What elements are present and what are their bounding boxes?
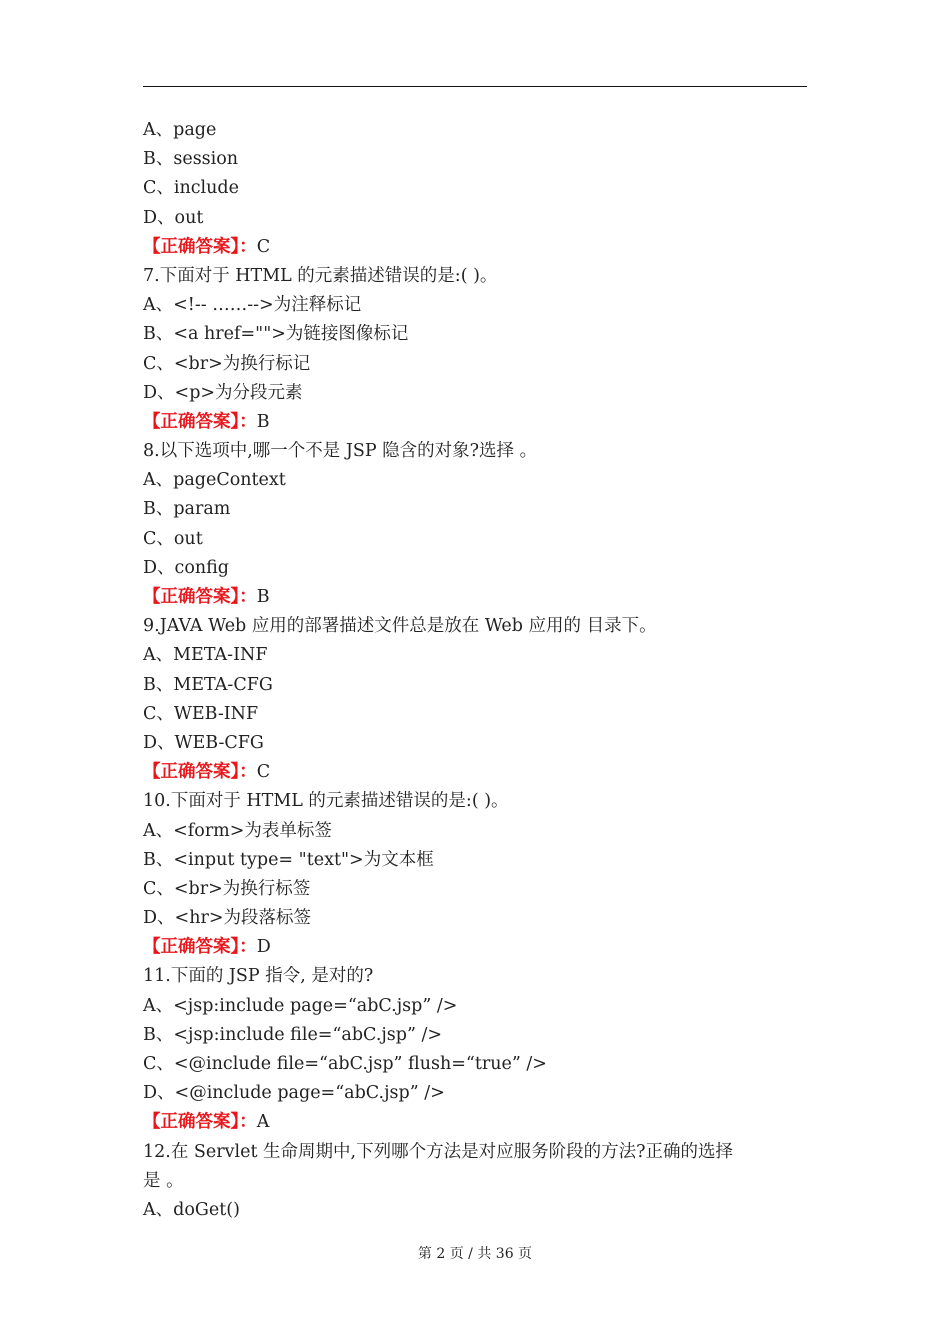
- correct-answer-value: B: [256, 587, 270, 607]
- correct-answer-value: C: [256, 762, 271, 783]
- correct-answer-label: 【正确答案】：: [143, 937, 257, 958]
- option-text: C、<@include file=“abC.jsp” flush=“true” />: [143, 1054, 547, 1074]
- question-text: 11.下面的 JSP 指令, 是对的?: [143, 966, 374, 987]
- question-text: 7.下面对于 HTML 的元素描述错误的是:( )。: [143, 265, 498, 286]
- correct-answer-label: 【正确答案】：: [143, 587, 257, 607]
- question-text: 8.以下选项中,哪一个不是 JSP 隐含的对象?选择 。: [143, 441, 538, 462]
- option-text: D、<hr>为段落标签: [143, 908, 311, 929]
- option-text: D、<@include page=“abC.jsp” />: [143, 1083, 445, 1104]
- option-text: B、session: [143, 149, 239, 170]
- question-text: 9.JAVA Web 应用的部署描述文件总是放在 Web 应用的 目录下。: [143, 616, 657, 637]
- option-text: D、config: [143, 557, 230, 578]
- option-text: D、WEB-CFG: [143, 732, 264, 753]
- correct-answer-value: B: [256, 411, 270, 432]
- correct-answer-line: [143, 933, 807, 962]
- question-text: 12.在 Servlet 生命周期中,下列哪个方法是对应服务阶段的方法?正确的选择: [143, 1141, 733, 1162]
- option-text: B、<input type= "text">为文本框: [143, 849, 434, 870]
- correct-answer-line: [143, 758, 807, 787]
- option-text: C、include: [143, 178, 239, 199]
- header-rule: [143, 86, 807, 87]
- option-text: C、out: [143, 528, 203, 549]
- question-text: 10.下面对于 HTML 的元素描述错误的是:( )。: [143, 791, 509, 812]
- page-footer: 第 2 页 / 共 36 页: [417, 1246, 533, 1262]
- option-text: B、<jsp:include file=“abC.jsp” />: [143, 1024, 443, 1045]
- option-text: C、<br>为换行标记: [143, 353, 311, 374]
- correct-answer-value: D: [256, 937, 271, 958]
- option-text: C、WEB-INF: [143, 703, 259, 724]
- option-text: B、META-CFG: [143, 674, 273, 695]
- document-body: [143, 116, 807, 1225]
- question-text: 是 。: [143, 1170, 184, 1191]
- option-text: D、<p>为分段元素: [143, 382, 303, 403]
- option-text: C、<br>为换行标签: [143, 878, 311, 899]
- correct-answer-label: 【正确答案】：: [143, 762, 257, 783]
- option-text: A、<form>为表单标签: [143, 820, 332, 841]
- correct-answer-line: [143, 408, 807, 437]
- option-text: B、<a href="">为链接图像标记: [143, 324, 409, 345]
- option-text: A、doGet(): [143, 1199, 240, 1220]
- correct-answer-value: A: [256, 1112, 270, 1133]
- correct-answer-label: 【正确答案】：: [143, 236, 257, 257]
- correct-answer-label: 【正确答案】：: [143, 1112, 257, 1133]
- option-text: D、out: [143, 207, 204, 228]
- option-text: A、<!-- ……-->为注释标记: [143, 295, 362, 316]
- option-text: A、META-INF: [143, 645, 268, 666]
- option-text: A、<jsp:include page=“abC.jsp” />: [143, 995, 458, 1016]
- correct-answer-line: [143, 233, 807, 262]
- correct-answer-value: C: [256, 236, 271, 257]
- correct-answer-line: [143, 1108, 807, 1137]
- option-text: B、param: [143, 499, 231, 520]
- correct-answer-line: [143, 583, 807, 612]
- correct-answer-label: 【正确答案】：: [143, 411, 257, 432]
- option-text: A、pageContext: [143, 470, 286, 491]
- option-text: A、page: [143, 120, 217, 140]
